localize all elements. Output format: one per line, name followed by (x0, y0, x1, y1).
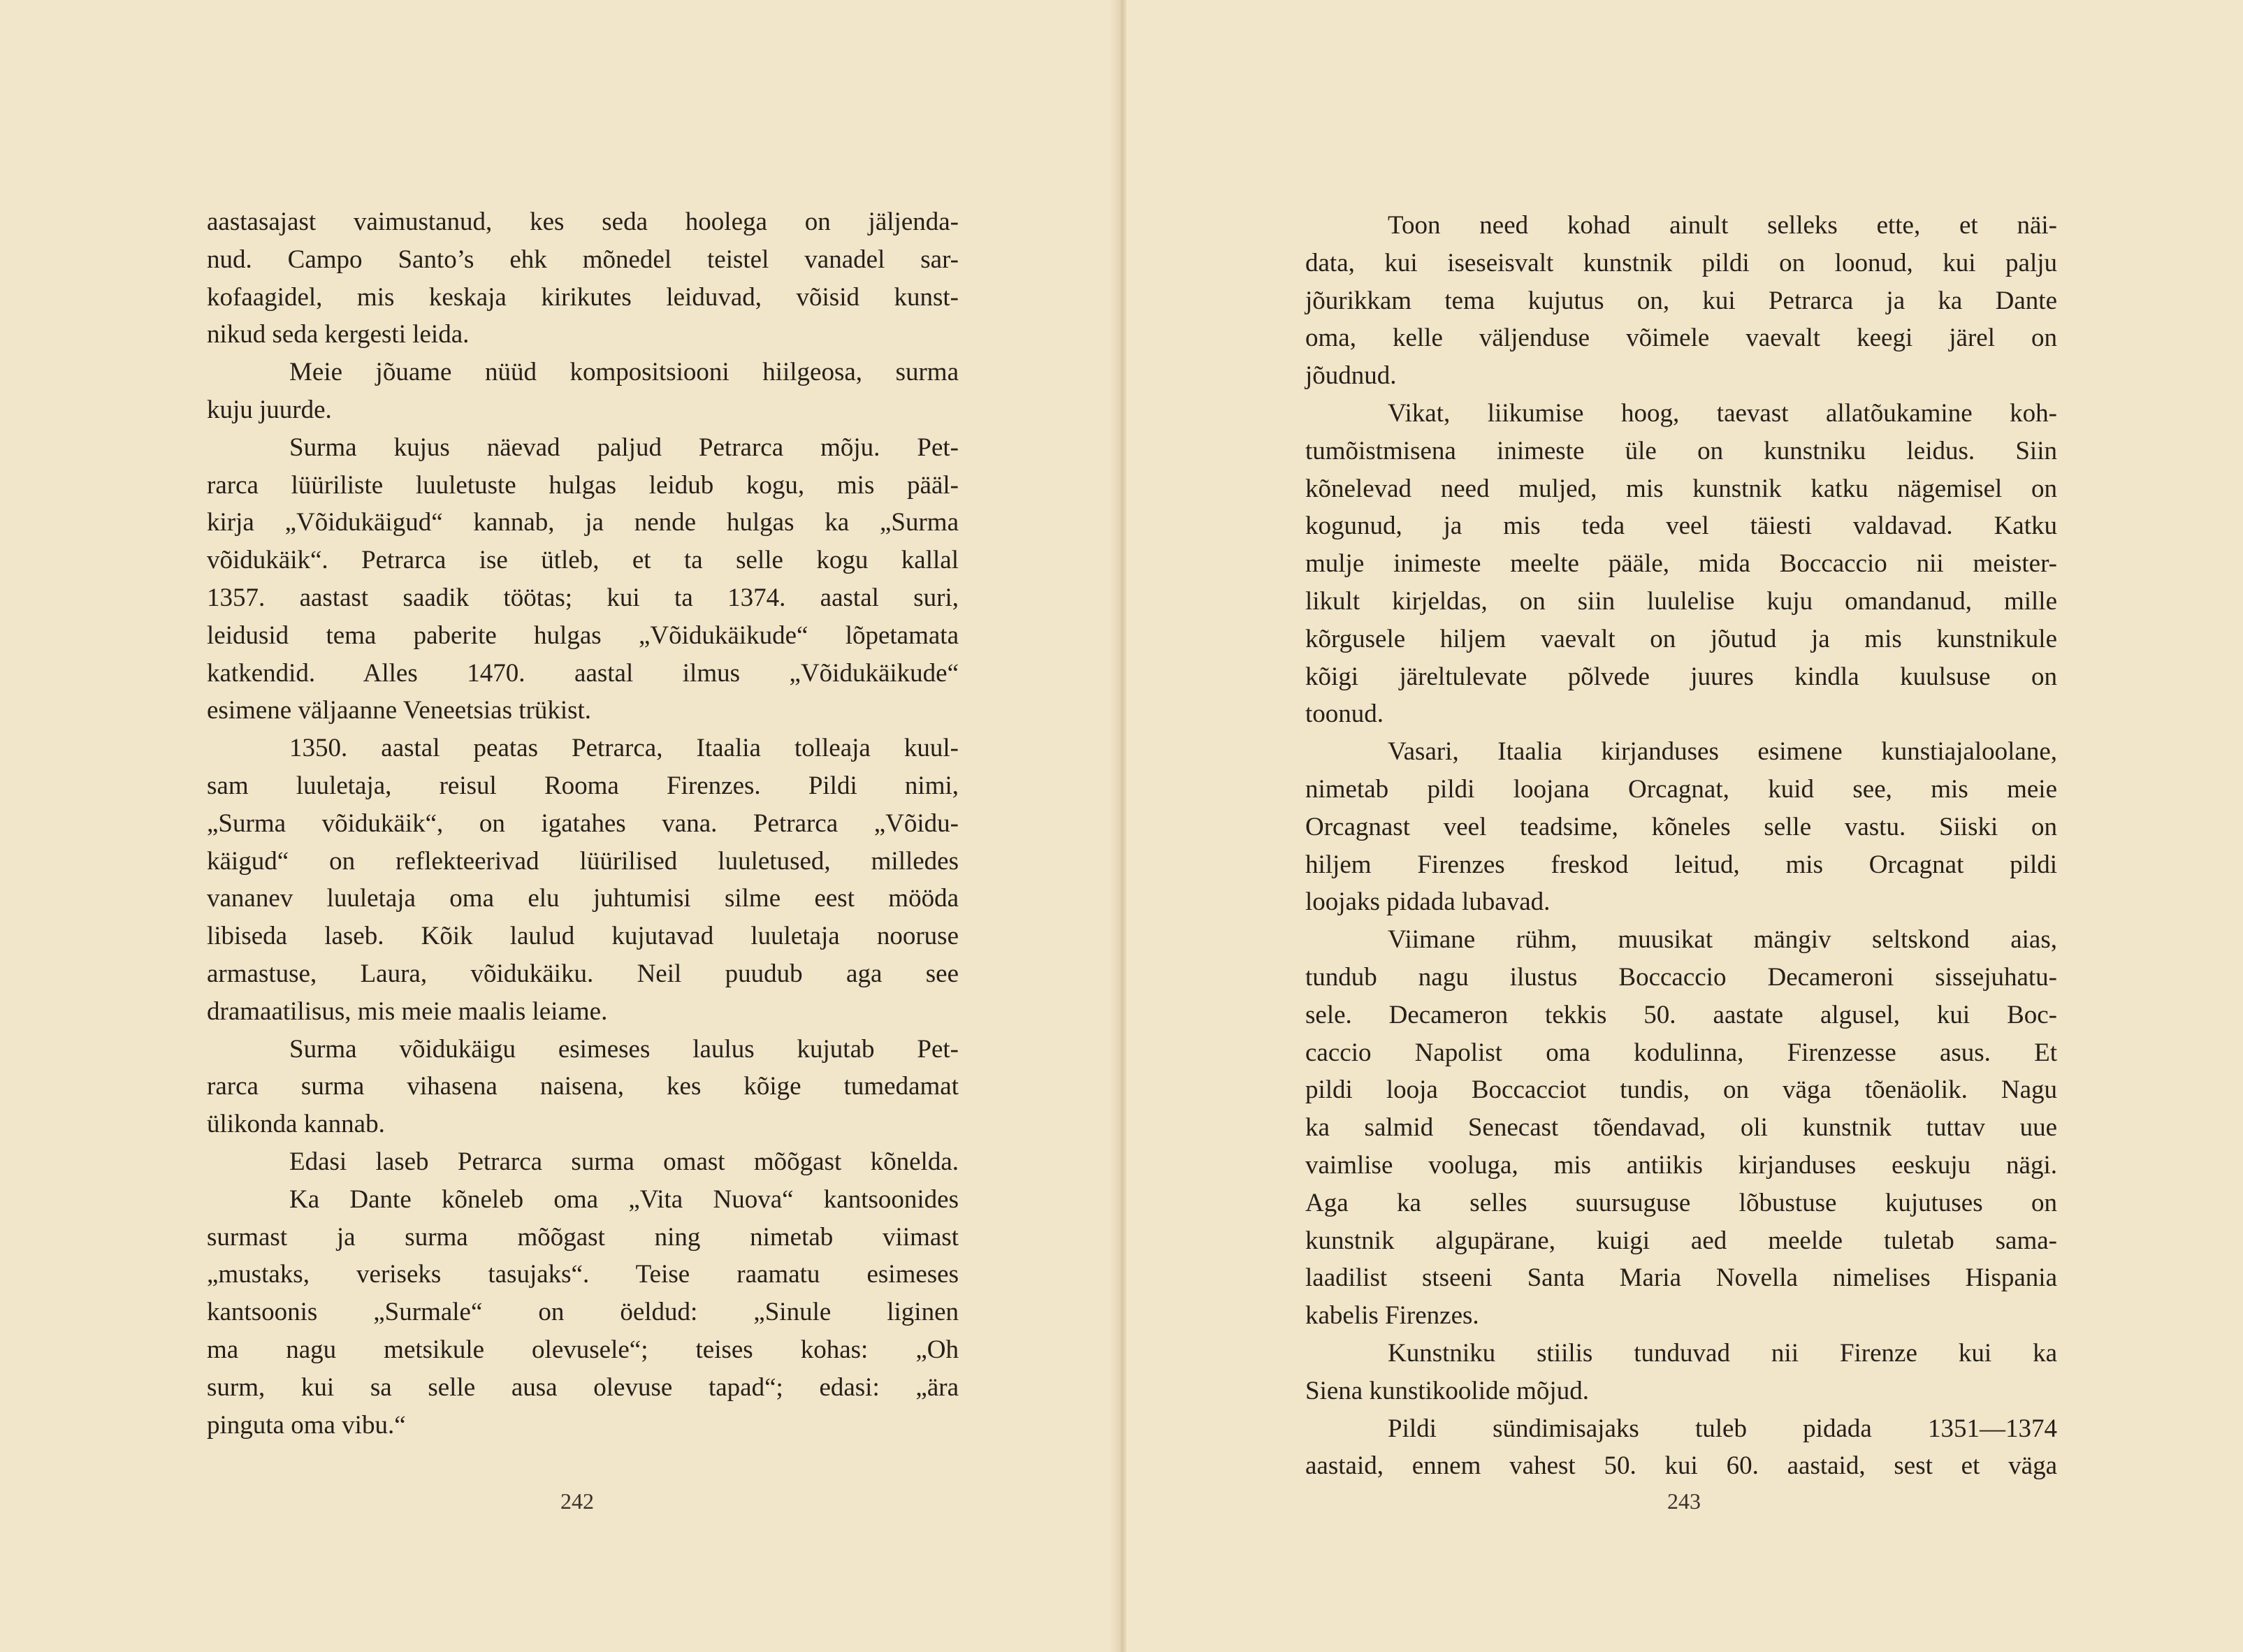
text-line: toonud. (1305, 700, 1384, 729)
text-line: nimetab pildi loojana Orcagnat, kuid see, mis meie (1305, 774, 2057, 804)
paragraph-start-line: Pildi sündimisajaks tuleb pidada 1351—1374 (1388, 1414, 2057, 1443)
text-line: võidukäik“. Petrarca ise ütleb, et ta selle kogu kallal (207, 546, 959, 575)
text-line: „mustaks, veriseks tasujaks“. Teise raamatu esimeses (207, 1260, 959, 1289)
text-line: armastuse, Laura, võidukäiku. Neil puudub aga see (207, 959, 959, 988)
text-line: sele. Decameron tekkis 50. aastate algusel, kui Boc- (1305, 1000, 2057, 1029)
text-line: kantsoonis „Surmale“ on öeldud: „Sinule liginen (207, 1298, 959, 1327)
text-line: Siena kunstikoolide mõjud. (1305, 1376, 1589, 1405)
text-line: sam luuletaja, reisul Rooma Firenzes. Pildi nimi, (207, 771, 959, 800)
paragraph-start-line: Meie jõuame nüüd kompositsiooni hiilgeosa, surma (289, 358, 959, 387)
paragraph-start-line: Vasari, Itaalia kirjanduses esimene kunstiajaloolane, (1388, 737, 2057, 767)
paragraph-start-line: Ka Dante kõneleb oma „Vita Nuova“ kantsoonides (289, 1184, 959, 1214)
text-line: rarca lüüriliste luuletuste hulgas leidub kogu, mis pääl- (207, 470, 959, 500)
text-line: kuju juurde. (207, 395, 332, 424)
text-line: leidusid tema paberite hulgas „Võidukäikude“ lõpetamata (207, 621, 959, 650)
text-line: pildi looja Boccacciot tundis, on väga tõenäolik. Nagu (1305, 1075, 2057, 1105)
paragraph-start-line: Edasi laseb Petrarca surma omast mõõgast kõnelda. (289, 1147, 959, 1176)
text-line: Aga ka selles suursuguse lõbustuse kujutuses on (1305, 1188, 2057, 1217)
text-line: rarca surma vihasena naisena, kes kõige tumedamat (207, 1072, 959, 1101)
paragraph-start-line: Kunstniku stiilis tunduvad nii Firenze kui ka (1388, 1338, 2057, 1368)
text-line: surm, kui sa selle ausa olevuse tapad“; edasi: „ära (207, 1372, 959, 1402)
text-line: surmast ja surma mõõgast ning nimetab viimast (207, 1222, 959, 1252)
text-line: 1357. aastast saadik töötas; kui ta 1374. aastal suri, (207, 583, 959, 612)
text-line: likult kirjeldas, on siin luulelise kuju omandanud, mille (1305, 586, 2057, 616)
paragraph-start-line: Vikat, liikumise hoog, taevast allatõukamine koh- (1388, 398, 2057, 428)
right-page-text (1305, 207, 2057, 1485)
text-line: tumõistmisena inimeste üle on kunstniku leidus. Siin (1305, 436, 2057, 465)
text-line: libiseda laseb. Kõik laulud kujutavad luuletaja nooruse (207, 922, 959, 951)
text-line: data, kui iseseisvalt kunstnik pildi on loonud, kui palju (1305, 248, 2057, 277)
text-line: aastasajast vaimustanud, kes seda hoolega on jäljenda- (207, 208, 959, 236)
left-page (0, 0, 1118, 1652)
text-line: loojaks pidada lubavad. (1305, 887, 1551, 917)
text-line: ka salmid Senecast tõendavad, oli kunstnik tuttav uue (1305, 1113, 2057, 1143)
page-number: 242 (560, 1488, 594, 1514)
text-line: käigud“ on reflekteerivad lüürilised luuletused, milledes (207, 846, 959, 876)
text-line: jõurikkam tema kujutus on, kui Petrarca ja ka Dante (1305, 286, 2057, 315)
text-line: esimene väljaanne Veneetsias trükist. (207, 696, 592, 725)
text-line: ma nagu metsikule olevusele“; teises kohas: „Oh (207, 1335, 959, 1364)
text-line: ülikonda kannab. (207, 1110, 385, 1139)
paragraph-start-line: Toon need kohad ainult selleks ette, et näi- (1388, 211, 2057, 240)
text-line: kirja „Võidukäigud“ kannab, ja nende hulgas ka „Surma (207, 508, 959, 537)
text-line: mulje inimeste meelte pääle, mida Boccaccio nii meister- (1305, 549, 2057, 579)
text-line: kõrgusele hiljem vaevalt on jõutud ja mis kunstnikule (1305, 624, 2057, 653)
text-line: aastaid, ennem vahest 50. kui 60. aastaid, sest et väga (1305, 1451, 2057, 1481)
text-line: kabelis Firenzes. (1305, 1301, 1479, 1331)
paragraph-start-line: Viimane rühm, muusikat mängiv seltskond aias, (1388, 925, 2057, 955)
text-line: hiljem Firenzes freskod leitud, mis Orcagnat pildi (1305, 850, 2057, 879)
text-line: Orcagnast veel teadsime, kõneles selle vastu. Siiski on (1305, 812, 2057, 841)
text-line: pinguta oma vibu.“ (207, 1410, 406, 1440)
text-line: caccio Napolist oma kodulinna, Firenzesse asus. Et (1305, 1038, 2057, 1067)
text-line: katkendid. Alles 1470. aastal ilmus „Võidukäikude“ (207, 658, 959, 688)
paragraph-start-line: Surma kujus näevad paljud Petrarca mõju. Pet- (289, 433, 959, 462)
text-line: kõigi järeltulevate põlvede juures kindla kuulsuse on (1305, 662, 2057, 691)
page-number: 243 (1667, 1488, 1701, 1514)
text-line: oma, kelle väljenduse võimele vaevalt keegi järel on (1305, 324, 2057, 353)
left-page-text (207, 203, 959, 1444)
text-line: kofaagidel, mis keskaja kirikutes leiduvad, võisid kunst- (207, 282, 959, 312)
paragraph-start-line: 1350. aastal peatas Petrarca, Itaalia tolleaja kuul- (289, 734, 959, 763)
text-line: kunstnik algupärane, kuigi aed meelde tuletab sama- (1305, 1226, 2057, 1255)
text-line: „Surma võidukäik“, on igatahes vana. Petrarca „Võidu- (207, 809, 959, 838)
text-line: kõnelevad need muljed, mis kunstnik katku nägemisel on (1305, 474, 2057, 503)
text-line: laadilist stseeni Santa Maria Novella nimelises Hispania (1305, 1263, 2057, 1293)
paragraph-start-line: Surma võidukäigu esimeses laulus kujutab Pet- (289, 1034, 959, 1064)
text-line: nikud seda kergesti leida. (207, 320, 470, 349)
text-line: vananev luuletaja oma elu juhtumisi silme eest mööda (207, 884, 959, 913)
text-line: kogunud, ja mis teda veel täiesti valdavad. Katku (1305, 512, 2057, 541)
text-line: dramaatilisus, mis meie maalis leiame. (207, 997, 608, 1026)
text-line: nud. Campo Santo’s ehk mõnedel teistel vanadel sar- (207, 245, 959, 274)
text-line: vaimlise vooluga, mis antiikis kirjanduses eeskuju nägi. (1305, 1150, 2057, 1180)
text-line: jõudnud. (1305, 361, 1397, 391)
text-line: tundub nagu ilustus Boccaccio Decameroni sissejuhatu- (1305, 962, 2057, 992)
